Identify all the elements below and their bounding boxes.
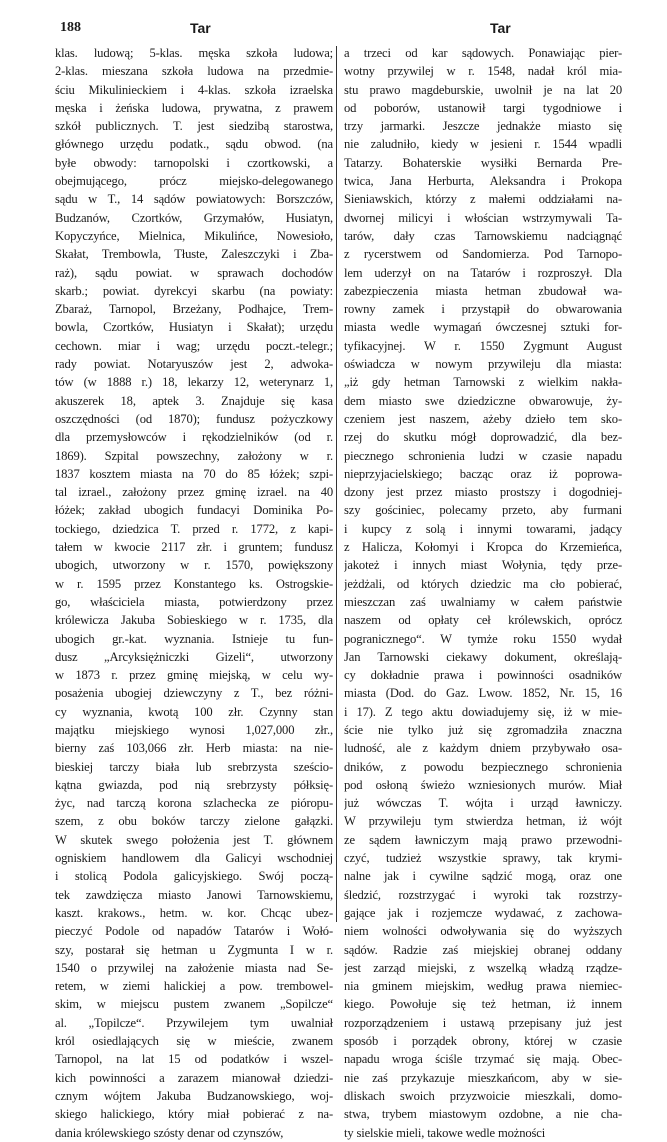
text-line: mieszczan zaś uwalniamy w całem państwie xyxy=(344,594,622,609)
text-line: królewicza Jakuba Sobieskiego w r. 1735, dla xyxy=(55,613,333,628)
text-line: z rycerstwem od Sandomierza. Pod Tarnopo- xyxy=(344,247,622,262)
text-line: pod osłoną świeżo wzniesionych murów. Miał xyxy=(344,777,622,792)
text-line: bierny zaś 103,066 złr. Herb miasta: na nie- xyxy=(55,741,333,756)
text-line: śledzić, rozstrzygać i wyroki tak rozstrzy- xyxy=(344,887,622,902)
text-line: naszem od opłaty ceł królewskich, oprócz xyxy=(344,613,622,628)
text-line: ty sielskie mieli, takowe wedle możności xyxy=(344,1125,546,1140)
text-line: wotny przywilej w r. 1548, nadał król mia- xyxy=(344,64,622,79)
text-line: dników, z powodu bezpiecznego schronienia xyxy=(344,759,622,774)
text-line: sposób i porządek obrony, której w czasie xyxy=(344,1034,622,1049)
text-line: kich powinności a zarazem mianował dziedzi- xyxy=(55,1070,333,1085)
text-line: cznym wójtem Jakuba Budzanowskiego, woj- xyxy=(55,1088,333,1103)
text-line: skarb.; powiat. dyrekcyi skarbu (na powiaty: xyxy=(55,283,333,298)
page-number: 188 xyxy=(60,20,81,35)
text-line: dliskach swoich przyzwoicie mieszkali, domo- xyxy=(344,1088,622,1103)
text-line: oszczędności (od 1870); fundusz pożyczkowy xyxy=(55,411,333,426)
text-line: sądu w T., 14 sądów powiatowych: Borszczów, xyxy=(55,192,333,207)
text-line: cechown. miar i wag; urzędu poczt.-telegr.; xyxy=(55,338,333,353)
text-line: kiego. Powołuje się też hetman, iż innem xyxy=(344,997,622,1012)
text-line: głównego urzędu podatk., sądu obwod. (na xyxy=(55,137,333,152)
text-line: nieprzyjacielskiego; bacząc oraz iż poprowa- xyxy=(344,466,622,481)
text-line: w 1873 r. przez gminę miejską, w celu wy- xyxy=(55,668,333,683)
text-line: twica, Jana Herburta, Aleksandra i Prokopa xyxy=(344,174,622,189)
text-line: łóżek; zakład ubogich fundacyi Dominika Po- xyxy=(55,503,333,518)
text-line: tałem w kwocie 2117 złr. i gruntem; fundusz xyxy=(55,540,333,555)
text-line: 1540 o przywilej na założenie miasta nad Se- xyxy=(55,960,333,975)
text-line: tockiego, dziedzica T. przed r. 1772, z kapi- xyxy=(55,521,333,536)
text-line: pieczyć Podole od napadów Tatarów i Wołó- xyxy=(55,924,333,939)
text-line: jest zarząd miejski, z wszelką władzą rządze- xyxy=(344,960,622,975)
text-line: męska i żeńska ludowa, prywatna, z prawem xyxy=(55,100,333,115)
text-line: ogniskiem handlowem dla Galicyi wschodniej xyxy=(55,851,333,866)
text-line: ludność, ale z każdym dniem przybywało osa- xyxy=(344,741,622,756)
text-line: z Halicza, Kołomyi i Kropca do Krzemieńca, xyxy=(344,540,622,555)
text-line: kątna gwiazda, pod nią srebrzysty półksię- xyxy=(55,777,333,792)
text-line: ście nie tylko już się zgromadziła znaczna xyxy=(344,722,622,737)
right-text-column xyxy=(344,44,622,1142)
text-line: rowny zamek i przystąpił do obwarowania xyxy=(344,302,622,317)
text-line: al. „Topilcze“. Przywilejem tym uwalniał xyxy=(55,1015,333,1030)
text-line: Budzanów, Czortków, Grzymałów, Husiatyn, xyxy=(55,210,333,225)
text-line: Jan Tarnowski ciekawy dokument, określają- xyxy=(344,649,622,664)
text-line: byłe obwody: tarnopolski i czortkowski, a xyxy=(55,155,333,170)
text-line: majątku miejskiego wynosi 1,027,000 złr., xyxy=(55,722,333,737)
text-line: dania królewskiego szósty denar od czynszów, xyxy=(55,1125,284,1140)
text-line: tek zawdzięcza miasto Janowi Tarnowskiemu, xyxy=(55,887,333,902)
text-line: dla przemysłowców i rękodzielników (od r. xyxy=(55,430,333,445)
text-line: niem wolności odwoływania się do wyższych xyxy=(344,924,622,939)
text-line: pogranicznego“. W tymże roku 1550 wydał xyxy=(344,631,622,646)
text-line: dem miasto swe dziedziczne obwarowuje, ży- xyxy=(344,393,622,408)
text-line: Tatarzy. Bohaterskie wysiłki Bernarda Pre- xyxy=(344,155,622,170)
text-line: 1869). Szpital powszechny, założony w r. xyxy=(55,448,333,463)
text-line: Skałat, Trembowla, Tłuste, Zaleszczyki i Zba- xyxy=(55,247,333,262)
text-line: napadu wroga ściśle trzymać się mają. Obec- xyxy=(344,1052,622,1067)
text-line: rady powiat. Notaryuszów jest 2, adwoka- xyxy=(55,357,333,372)
text-line: bowla, Czortków, Husiatyn i Skałat); urzędu xyxy=(55,320,333,335)
text-line: Kopyczyńce, Mielnica, Mikulińce, Nowesioło, xyxy=(55,228,333,243)
text-line: 2-klas. mieszana szkoła ludowa na przedmie- xyxy=(55,64,333,79)
text-line: W przywileju tym stwierdza hetman, iż wójt xyxy=(344,814,622,829)
text-line: czeniem jest naszem, ażeby dzieło tem sko- xyxy=(344,411,622,426)
text-line: nie zaludniło, kiedy w jesieni r. 1544 wpadli xyxy=(344,137,622,152)
text-line: tów (w 1888 r.) 18, lekarzy 12, weterynarz 1, xyxy=(55,375,333,390)
text-line: kaszt. krakows., hetm. w. kor. Chcąc ubez- xyxy=(55,905,333,920)
text-line: miasta wedle wymagań ówczesnej sztuki for- xyxy=(344,320,622,335)
text-line: szem, z obu boków tarczy zielone gałązki. xyxy=(55,814,333,829)
text-line: i kupcy z solą i innymi towarami, jadący xyxy=(344,521,622,536)
text-line: tal izrael., założony przez gminę izrael. na 40 xyxy=(55,485,333,500)
text-line: Sieniawskich, którzy z małemi oddziałami na- xyxy=(344,192,622,207)
text-line: ubogich, utworzony w r. 1570, powiększony xyxy=(55,558,333,573)
text-line: szy gościniec, polecamy przeto, aby furmani xyxy=(344,503,622,518)
text-line: w r. 1595 przez Konstantego ks. Ostrogskie- xyxy=(55,576,333,591)
text-line: piecznego schronienia ludzi w czasie napadu xyxy=(344,448,622,463)
text-line: 1837 kosztem miasta na 70 do 85 łóżek; szpi- xyxy=(55,466,333,481)
text-line: posażenia ubogiej dziewczyny z T., bez różni- xyxy=(55,686,333,701)
text-line: nie zaś przykazuje mieszkańcom, aby w sie- xyxy=(344,1070,622,1085)
page-header xyxy=(60,20,624,38)
text-line: cy dokładnie prawa i powinności osadników xyxy=(344,668,622,683)
text-line: życ, nad tarczą korona szlachecka ze pióropu- xyxy=(55,796,333,811)
text-line: ze sądem ławniczym mają prawo przewodni- xyxy=(344,832,622,847)
text-line: stwa, trybem miastowym ozdobne, a nie cha- xyxy=(344,1107,622,1122)
text-line: ściu Mikulinieckiem i 4-klas. szkoła izraelska xyxy=(55,82,333,97)
text-line: czyć, tudzież wszystkie sprawy, tak krymi- xyxy=(344,851,622,866)
text-line: nalne jak i cywilne sądzić mogą, oraz one xyxy=(344,869,622,884)
text-line: jeżdżali, od których dziedzic ma cło pobierać, xyxy=(344,576,622,591)
running-head-left: Tar xyxy=(190,20,211,36)
text-line: skiego halickiego, który miał pobierać z na- xyxy=(55,1107,333,1122)
text-line: dusz „Arcyksiężniczki Gizeli“, utworzony xyxy=(55,649,333,664)
text-line: skim, w miejscu pustem zwanem „Sopilcze“ xyxy=(55,997,333,1012)
text-line: lem uderzył on na Tatarów i rozproszył. Dla xyxy=(344,265,622,280)
text-line: i stolicą Podola galicyjskiego. Swój począ- xyxy=(55,869,333,884)
text-line: raż), sądu powiat. w sprawach dochodów xyxy=(55,265,333,280)
text-line: trzy jarmarki. Jeszcze jednakże miasto się xyxy=(344,119,622,134)
text-line: Zbaraż, Tarnopol, Brzeżany, Podhajce, Trem- xyxy=(55,302,333,317)
text-line: W skutek swego położenia jest T. głównem xyxy=(55,832,333,847)
text-line: szkół publicznych. T. jest siedzibą starostwa, xyxy=(55,119,333,134)
text-line: dwornej milicyi i włościan wstrzymywali Ta- xyxy=(344,210,622,225)
text-line: oświadcza w nowym przywileju dla miasta: xyxy=(344,357,622,372)
text-line: bieskiej tarczy biała lub srebrzysta sześcio- xyxy=(55,759,333,774)
text-line: szy, postarał się hetman u Zygmunta I w r. xyxy=(55,942,333,957)
text-line: już wówczas T. wójta i urząd ławniczy. xyxy=(344,796,622,811)
text-line: jakoteż i innych miast Wołynia, tędy prze- xyxy=(344,558,622,573)
running-head-right: Tar xyxy=(490,20,511,36)
text-line: retem, w ziemi halickiej a pow. trembowel- xyxy=(55,979,333,994)
text-line: obejmującego, prócz miejsko-delegowanego xyxy=(55,174,333,189)
text-line: miasta (Dod. do Gaz. Lwow. 1852, Nr. 15, 16 xyxy=(344,686,622,701)
text-line: dzony jest przez miasto prostszy i dogodniej- xyxy=(344,485,622,500)
text-line: nia gminem miejskim, według prawa niemiec- xyxy=(344,979,622,994)
text-line: tarów, dały czas Tarnowskiemu nadciągnąć xyxy=(344,228,622,243)
text-line: klas. ludową; 5-klas. męska szkoła ludowa; xyxy=(55,46,333,60)
text-line: stu prawo magdeburskie, uwolnił je na lat 20 xyxy=(344,82,622,97)
text-line: rzej do skutku mógł doprowadzić, dla bez- xyxy=(344,430,622,445)
text-line: od poborów, ustanowił targi tygodniowe i xyxy=(344,100,622,115)
text-line: król osiedlających się w mieście, zwanem xyxy=(55,1034,333,1049)
text-line: „iż gdy hetman Tarnowski z wielkim nakła- xyxy=(344,375,622,390)
text-line: Tarnopol, na lat 15 od podatków i wszel- xyxy=(55,1052,333,1067)
text-line: tyfikacyjnej. W r. 1550 Zygmunt August xyxy=(344,338,622,353)
left-text-column xyxy=(55,44,333,1142)
text-line: i 17). Z tego aktu dowiadujemy się, iż w mie- xyxy=(344,704,622,719)
text-line: akuszerek 18, aptek 3. Znajduje się kasa xyxy=(55,393,333,408)
text-line: a trzeci od kar sądowych. Ponawiając pier- xyxy=(344,46,622,60)
text-line: go, właściciela miasta, potwierdzony przez xyxy=(55,594,333,609)
text-line: gające jak i rozjemcze wydawać, z zachowa- xyxy=(344,905,622,920)
text-line: zabezpieczenia miasta hetman zbudował wa- xyxy=(344,283,622,298)
text-line: rozporządzeniem i ustawą przepisany już jest xyxy=(344,1015,622,1030)
text-line: ubogich gr.-kat. wyznania. Istnieje tu fun- xyxy=(55,631,333,646)
text-line: sądów. Radzie zaś miejskiej obranej oddany xyxy=(344,942,622,957)
text-line: cy wyznania, kwotą 100 złr. Czynny stan xyxy=(55,704,333,719)
column-divider xyxy=(336,46,337,922)
